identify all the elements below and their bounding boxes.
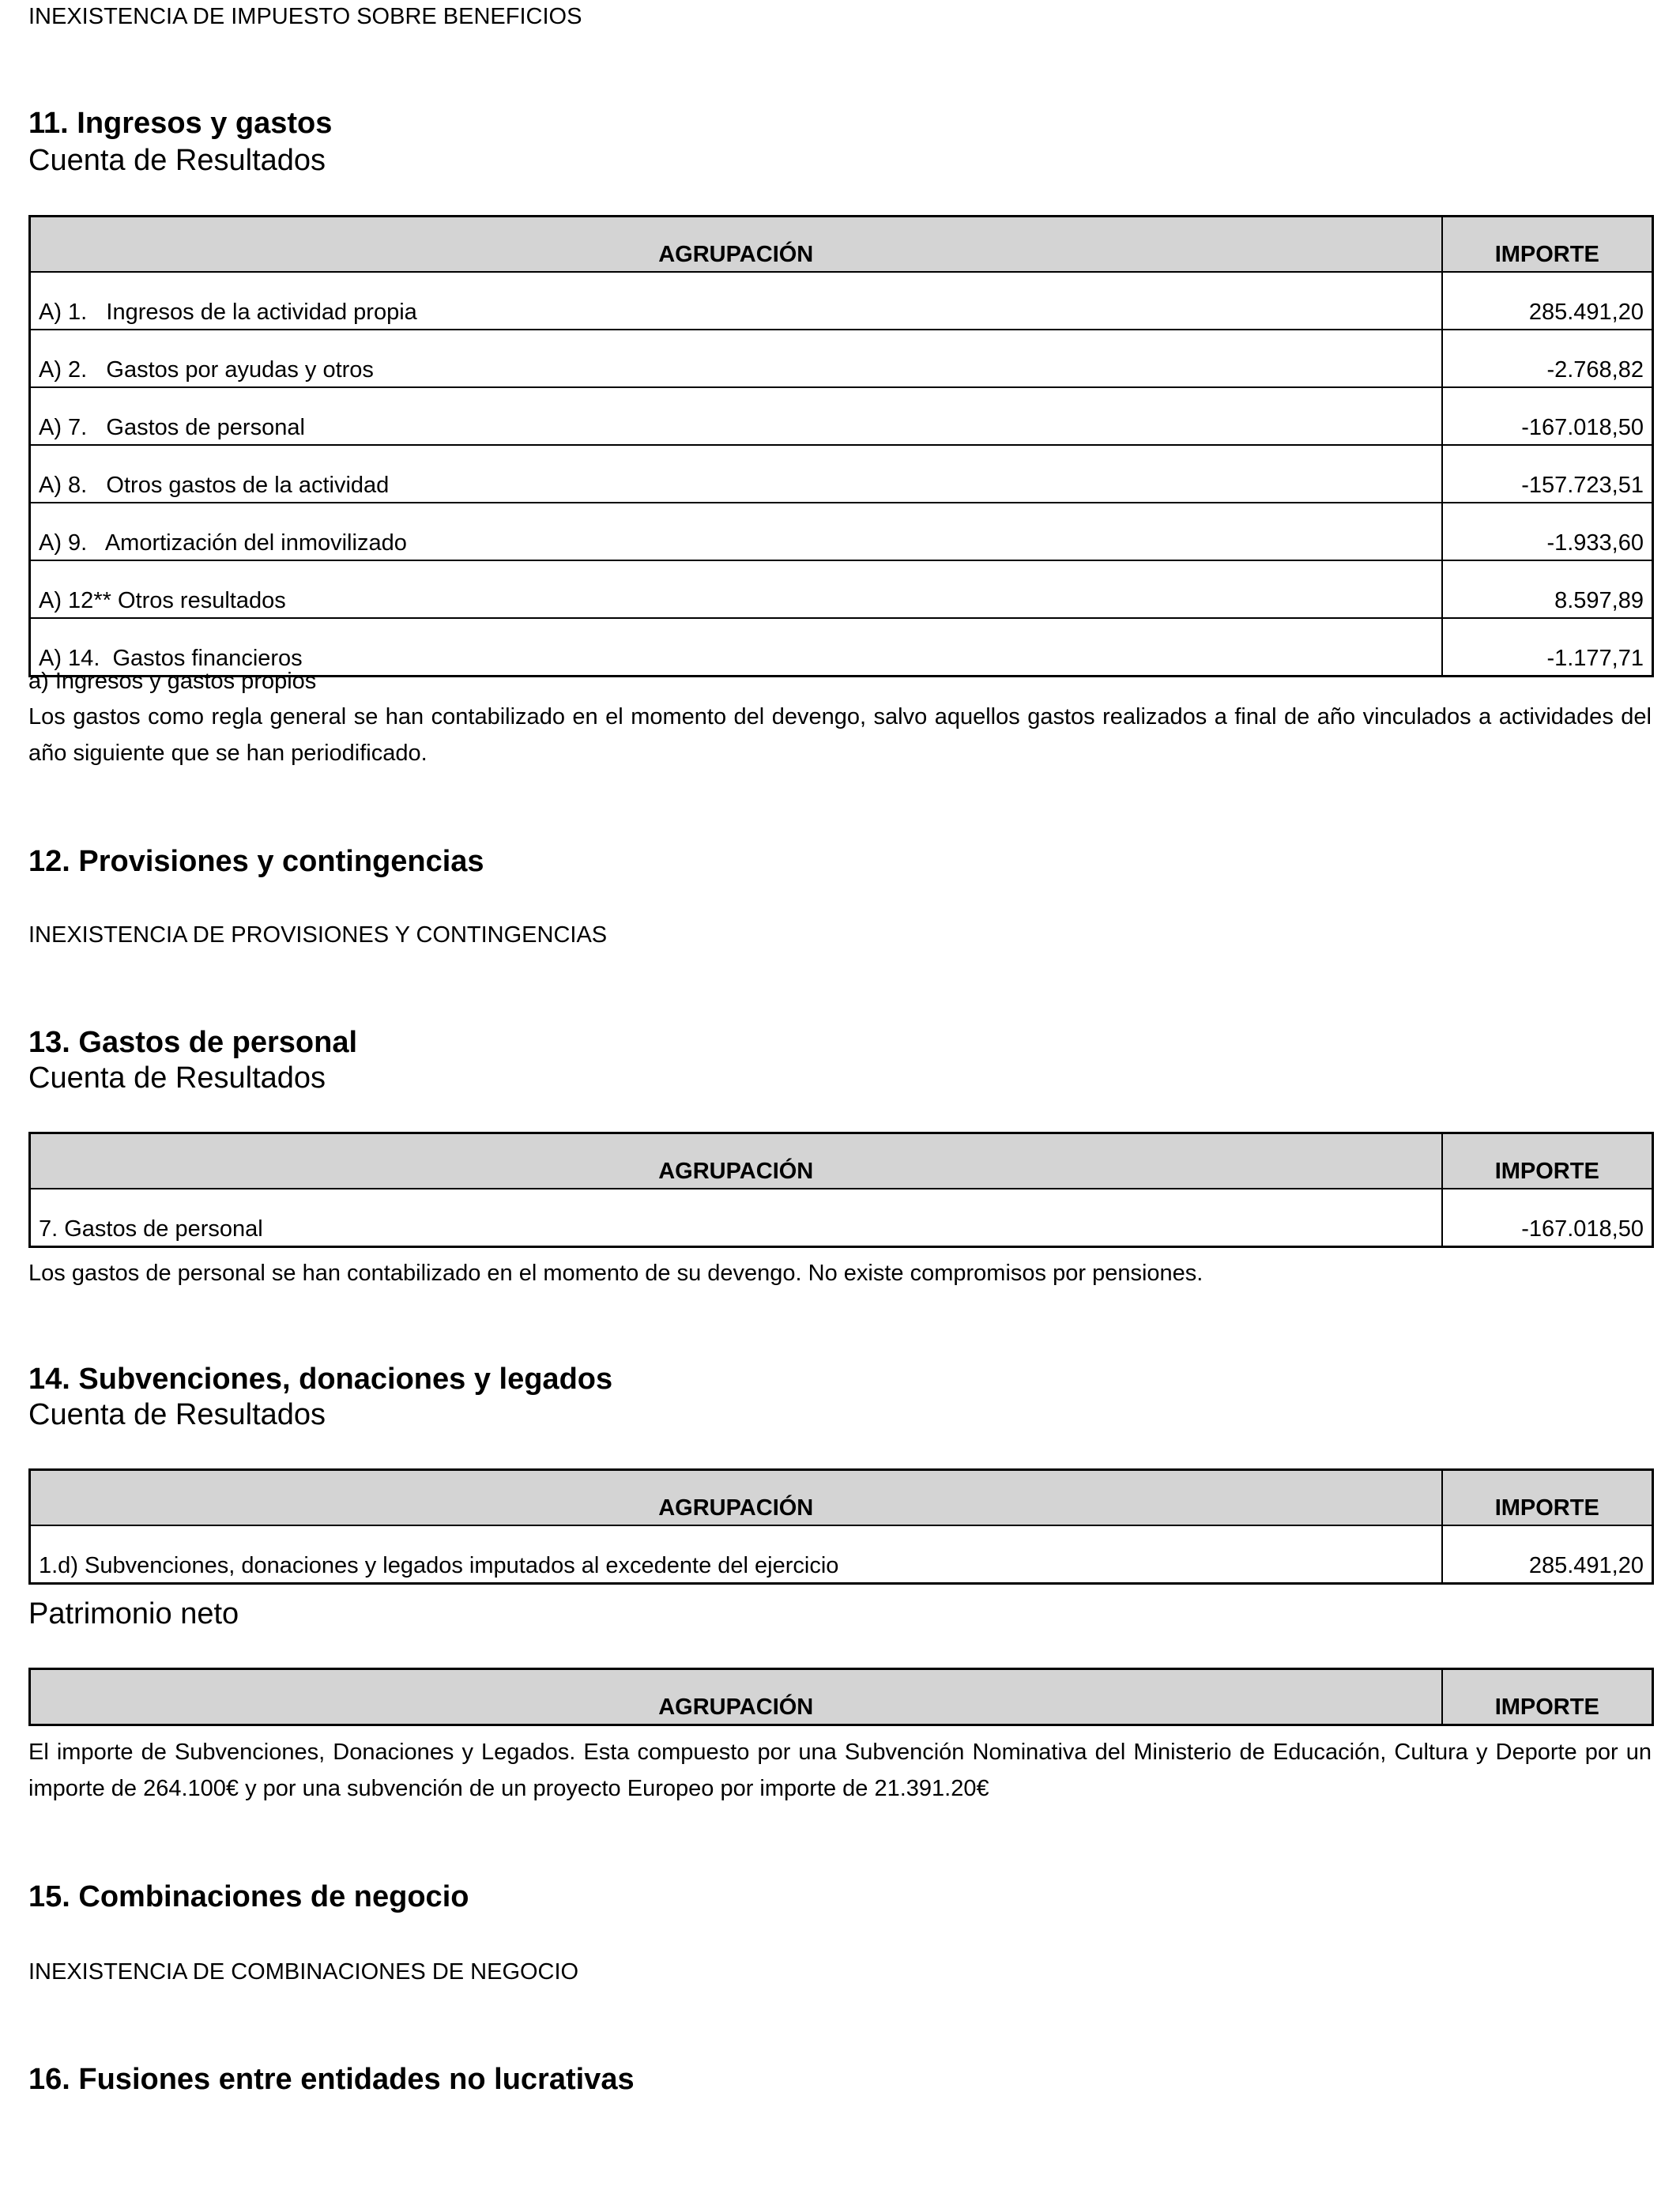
table-row xyxy=(30,503,1653,560)
row-value: -2.768,82 xyxy=(1442,330,1653,387)
row-value: 8.597,89 xyxy=(1442,560,1653,618)
row-text: Otros gastos de la actividad xyxy=(106,473,390,498)
section-14-title: 14. Subvenciones, donaciones y legados xyxy=(28,1363,613,1396)
section-14-subtitle: Cuenta de Resultados xyxy=(28,1398,326,1431)
row-value: 285.491,20 xyxy=(1442,272,1653,330)
top-line: INEXISTENCIA DE IMPUESTO SOBRE BENEFICIOS xyxy=(28,4,582,29)
header-agrupacion: AGRUPACIÓN xyxy=(30,1669,1442,1725)
table-header-row xyxy=(30,217,1653,273)
row-code: A) 2. xyxy=(39,357,88,383)
equity-table xyxy=(28,1668,1654,1726)
row-text: Ingresos de la actividad propia xyxy=(106,300,417,325)
header-importe: IMPORTE xyxy=(1442,217,1653,273)
row-label xyxy=(30,503,1442,560)
row-text: Gastos de personal xyxy=(106,415,305,440)
table-row xyxy=(30,387,1653,445)
section-12-title: 12. Provisiones y contingencias xyxy=(28,845,484,878)
row-value: -167.018,50 xyxy=(1442,1189,1653,1247)
section-11-subtitle: Cuenta de Resultados xyxy=(28,144,326,177)
header-importe: IMPORTE xyxy=(1442,1669,1653,1725)
section-15-title: 15. Combinaciones de negocio xyxy=(28,1880,469,1913)
subsidies-table xyxy=(28,1468,1654,1585)
table-row xyxy=(30,272,1653,330)
row-label: 1.d) Subvenciones, donaciones y legados imputados al excedente del ejercicio xyxy=(30,1525,1442,1584)
row-text: Otros resultados xyxy=(117,588,286,613)
section-11-note-text: Los gastos como regla general se han contabilizado en el momento del devengo, salvo aquellos gastos realizados a final de año vinculados a actividades del año siguiente que se han periodificado. xyxy=(28,704,1652,766)
row-text: Gastos por ayudas y otros xyxy=(106,357,374,383)
section-13-title: 13. Gastos de personal xyxy=(28,1026,358,1059)
table-row xyxy=(30,1525,1653,1584)
personnel-table xyxy=(28,1132,1654,1248)
row-label xyxy=(30,445,1442,503)
row-code: A) 1. xyxy=(39,300,88,325)
section-11-title: 11. Ingresos y gastos xyxy=(28,107,333,140)
row-label xyxy=(30,560,1442,618)
header-agrupacion: AGRUPACIÓN xyxy=(30,1133,1442,1189)
table-header-row xyxy=(30,1669,1653,1725)
row-label xyxy=(30,272,1442,330)
section-13-subtitle: Cuenta de Resultados xyxy=(28,1061,326,1095)
section-14-subtitle-2: Patrimonio neto xyxy=(28,1597,239,1630)
section-13-note: Los gastos de personal se han contabilizado en el momento de su devengo. No existe compromisos por pensiones. xyxy=(28,1261,1203,1286)
table-row xyxy=(30,445,1653,503)
section-12-text: INEXISTENCIA DE PROVISIONES Y CONTINGENCIAS xyxy=(28,922,608,948)
row-value: -157.723,51 xyxy=(1442,445,1653,503)
row-label: 7. Gastos de personal xyxy=(30,1189,1442,1247)
row-code: A) 7. xyxy=(39,415,88,440)
row-code: A) 14. xyxy=(39,646,100,671)
table-row xyxy=(30,1189,1653,1247)
row-code: A) 9. xyxy=(39,530,88,556)
row-text: Amortización del inmovilizado xyxy=(104,530,407,556)
header-importe: IMPORTE xyxy=(1442,1470,1653,1526)
row-label xyxy=(30,330,1442,387)
table-row xyxy=(30,560,1653,618)
section-11-note-title: a) Ingresos y gastos propios xyxy=(28,669,317,694)
row-text: Gastos financieros xyxy=(112,646,303,671)
row-value: 285.491,20 xyxy=(1442,1525,1653,1584)
header-agrupacion: AGRUPACIÓN xyxy=(30,217,1442,273)
section-15-text: INEXISTENCIA DE COMBINACIONES DE NEGOCIO xyxy=(28,1959,579,1985)
section-16-title: 16. Fusiones entre entidades no lucrativas xyxy=(28,2063,635,2096)
header-importe: IMPORTE xyxy=(1442,1133,1653,1189)
row-value: -167.018,50 xyxy=(1442,387,1653,445)
row-value: -1.177,71 xyxy=(1442,618,1653,677)
header-agrupacion: AGRUPACIÓN xyxy=(30,1470,1442,1526)
table-header-row xyxy=(30,1133,1653,1189)
row-label xyxy=(30,387,1442,445)
row-code: A) 12** xyxy=(39,588,111,613)
income-expenses-table xyxy=(28,215,1654,677)
table-header-row xyxy=(30,1470,1653,1526)
row-value: -1.933,60 xyxy=(1442,503,1653,560)
section-14-note: El importe de Subvenciones, Donaciones y Legados. Esta compuesto por una Subvención Nominativa del Ministerio de Educación, Cultura y Deporte por un importe de 264.100€ y por una subvención de un proyecto Europeo por importe de 21.391.20€ xyxy=(28,1740,1652,1801)
row-code: A) 8. xyxy=(39,473,88,498)
table-row xyxy=(30,330,1653,387)
